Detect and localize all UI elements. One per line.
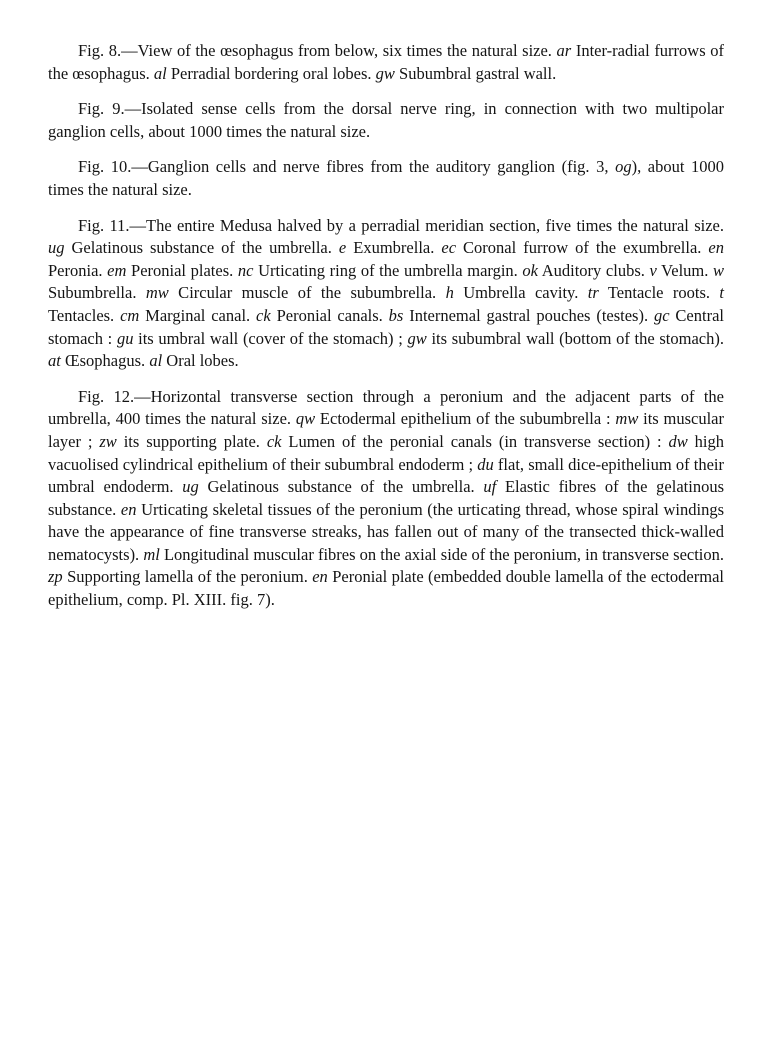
- reference-letter: en: [708, 238, 724, 258]
- caption-text: Subumbrella.: [48, 283, 146, 303]
- reference-letter: al: [153, 63, 167, 83]
- reference-letter: ar: [556, 41, 572, 60]
- caption-text: Elastic fibres of the gelatinous substance.: [48, 477, 725, 519]
- caption-text: Lumen of the peronial canals (in transverse section) :: [281, 431, 669, 451]
- reference-letter: w: [712, 260, 724, 280]
- reference-letter: gc: [653, 305, 670, 325]
- reference-letter: gw: [407, 328, 427, 348]
- caption-text: Velum.: [656, 260, 713, 280]
- caption-text: Central stomach :: [48, 305, 724, 348]
- caption-text: Internemal gastral pouches (testes).: [403, 305, 654, 325]
- caption-text: its supporting plate.: [116, 431, 267, 451]
- caption-text: its muscular layer ;: [48, 409, 725, 451]
- caption-text: Peronial plate (embedded double lamella of the ectodermal epithelium, comp. Pl. XIII. fig. 7).: [48, 567, 724, 610]
- caption-fig-8: [48, 40, 724, 85]
- caption-text: Fig. 10.—Ganglion cells and nerve fibres from the auditory ganglion (fig. 3,: [78, 157, 616, 177]
- reference-letter: qw: [295, 409, 316, 429]
- reference-letter: gu: [116, 328, 134, 348]
- reference-letter: t: [719, 283, 725, 303]
- caption-text: ), about 1000 times the natural size.: [48, 157, 724, 199]
- reference-letter: ug: [182, 477, 199, 497]
- caption-text: its umbral wall (cover of the stomach) ;: [133, 328, 408, 348]
- reference-letter: v: [649, 260, 657, 280]
- reference-letter: du: [477, 454, 494, 474]
- reference-letter: uf: [483, 477, 497, 497]
- reference-letter: al: [149, 351, 163, 371]
- caption-text: Fig. 11.—The entire Medusa halved by a perradial meridian section, five times the natural size.: [78, 215, 724, 235]
- reference-letter: zw: [99, 431, 117, 451]
- caption-text: Longitudinal muscular fibres on the axial side of the peronium, in transverse section.: [159, 544, 725, 564]
- caption-text: Fig. 12.—Horizontal transverse section through a peronium and the adjacent parts of the umbrella, 400 times the natural size.: [48, 386, 724, 429]
- caption-text: Fig. 9.—Isolated sense cells from the dorsal nerve ring, in connection with two multipolar ganglion cells, about 1000 times the natural size.: [48, 99, 724, 141]
- reference-letter: zp: [48, 567, 63, 587]
- reference-letter: en: [120, 499, 137, 519]
- caption-text: Oral lobes.: [162, 351, 239, 371]
- reference-letter: ck: [266, 431, 282, 451]
- plate-explanation-page: [48, 40, 724, 625]
- caption-text: flat, small dice-epithelium of their umbral endoderm.: [48, 454, 724, 497]
- reference-letter: tr: [587, 283, 599, 303]
- reference-letter: dw: [668, 431, 688, 451]
- reference-letter: ck: [256, 305, 271, 325]
- caption-text: Perradial bordering oral lobes.: [166, 63, 376, 83]
- caption-text: Peronial canals.: [270, 305, 389, 325]
- reference-letter: mw: [145, 283, 169, 303]
- reference-letter: ec: [441, 238, 457, 258]
- caption-text: Coronal furrow of the exumbrella.: [456, 238, 709, 258]
- caption-text: Auditory clubs.: [538, 260, 650, 280]
- caption-text: Urticating ring of the umbrella margin.: [253, 260, 523, 280]
- caption-text: Gelatinous substance of the umbrella.: [64, 238, 339, 258]
- reference-letter: ok: [522, 260, 538, 280]
- caption-text: Inter-radial furrows of the œsophagus.: [48, 41, 724, 83]
- reference-letter: e: [338, 238, 347, 258]
- caption-text: Tentacle roots.: [598, 283, 720, 303]
- reference-letter: ml: [143, 544, 160, 564]
- caption-fig-10: [48, 156, 724, 201]
- caption-text: Subumbral gastral wall.: [394, 63, 557, 83]
- caption-text: Peronial plates.: [126, 260, 238, 280]
- caption-text: Umbrella cavity.: [453, 283, 588, 303]
- reference-letter: og: [615, 157, 632, 177]
- reference-letter: en: [312, 567, 328, 587]
- caption-text: Supporting lamella of the peronium.: [62, 567, 313, 587]
- reference-letter: mw: [615, 409, 639, 429]
- caption-text: Urticating skeletal tissues of the peronium (the urticating thread, whose spiral windings have the appearance of fine transverse streaks, has fallen out of many of the transected thick-walled nematocysts).: [48, 499, 724, 564]
- caption-text: Ectodermal epithelium of the subumbrella :: [315, 409, 616, 429]
- caption-text: its subumbral wall (bottom of the stomach).: [426, 328, 724, 348]
- reference-letter: ug: [48, 238, 65, 258]
- caption-text: Œsophagus.: [60, 351, 150, 371]
- reference-letter: cm: [120, 305, 140, 325]
- reference-letter: h: [445, 283, 454, 303]
- reference-letter: nc: [237, 260, 254, 280]
- reference-letter: at: [48, 351, 61, 371]
- reference-letter: bs: [388, 305, 404, 325]
- caption-fig-9: [48, 98, 724, 143]
- caption-text: Exumbrella.: [346, 238, 442, 258]
- reference-letter: em: [107, 260, 127, 280]
- caption-text: Marginal canal.: [139, 305, 257, 325]
- caption-fig-11: [48, 215, 724, 373]
- caption-fig-12: [48, 386, 724, 612]
- caption-text: Gelatinous substance of the umbrella.: [198, 477, 484, 497]
- caption-text: Circular muscle of the subumbrella.: [168, 283, 446, 303]
- caption-text: Fig. 8.—View of the œsophagus from below, six times the natural size.: [78, 41, 557, 60]
- caption-text: high vacuolised cylindrical epithelium of their subumbral endoderm ;: [48, 431, 724, 474]
- caption-text: Tentacles.: [48, 305, 121, 325]
- reference-letter: gw: [375, 63, 395, 83]
- caption-text: Peronia.: [48, 260, 108, 280]
